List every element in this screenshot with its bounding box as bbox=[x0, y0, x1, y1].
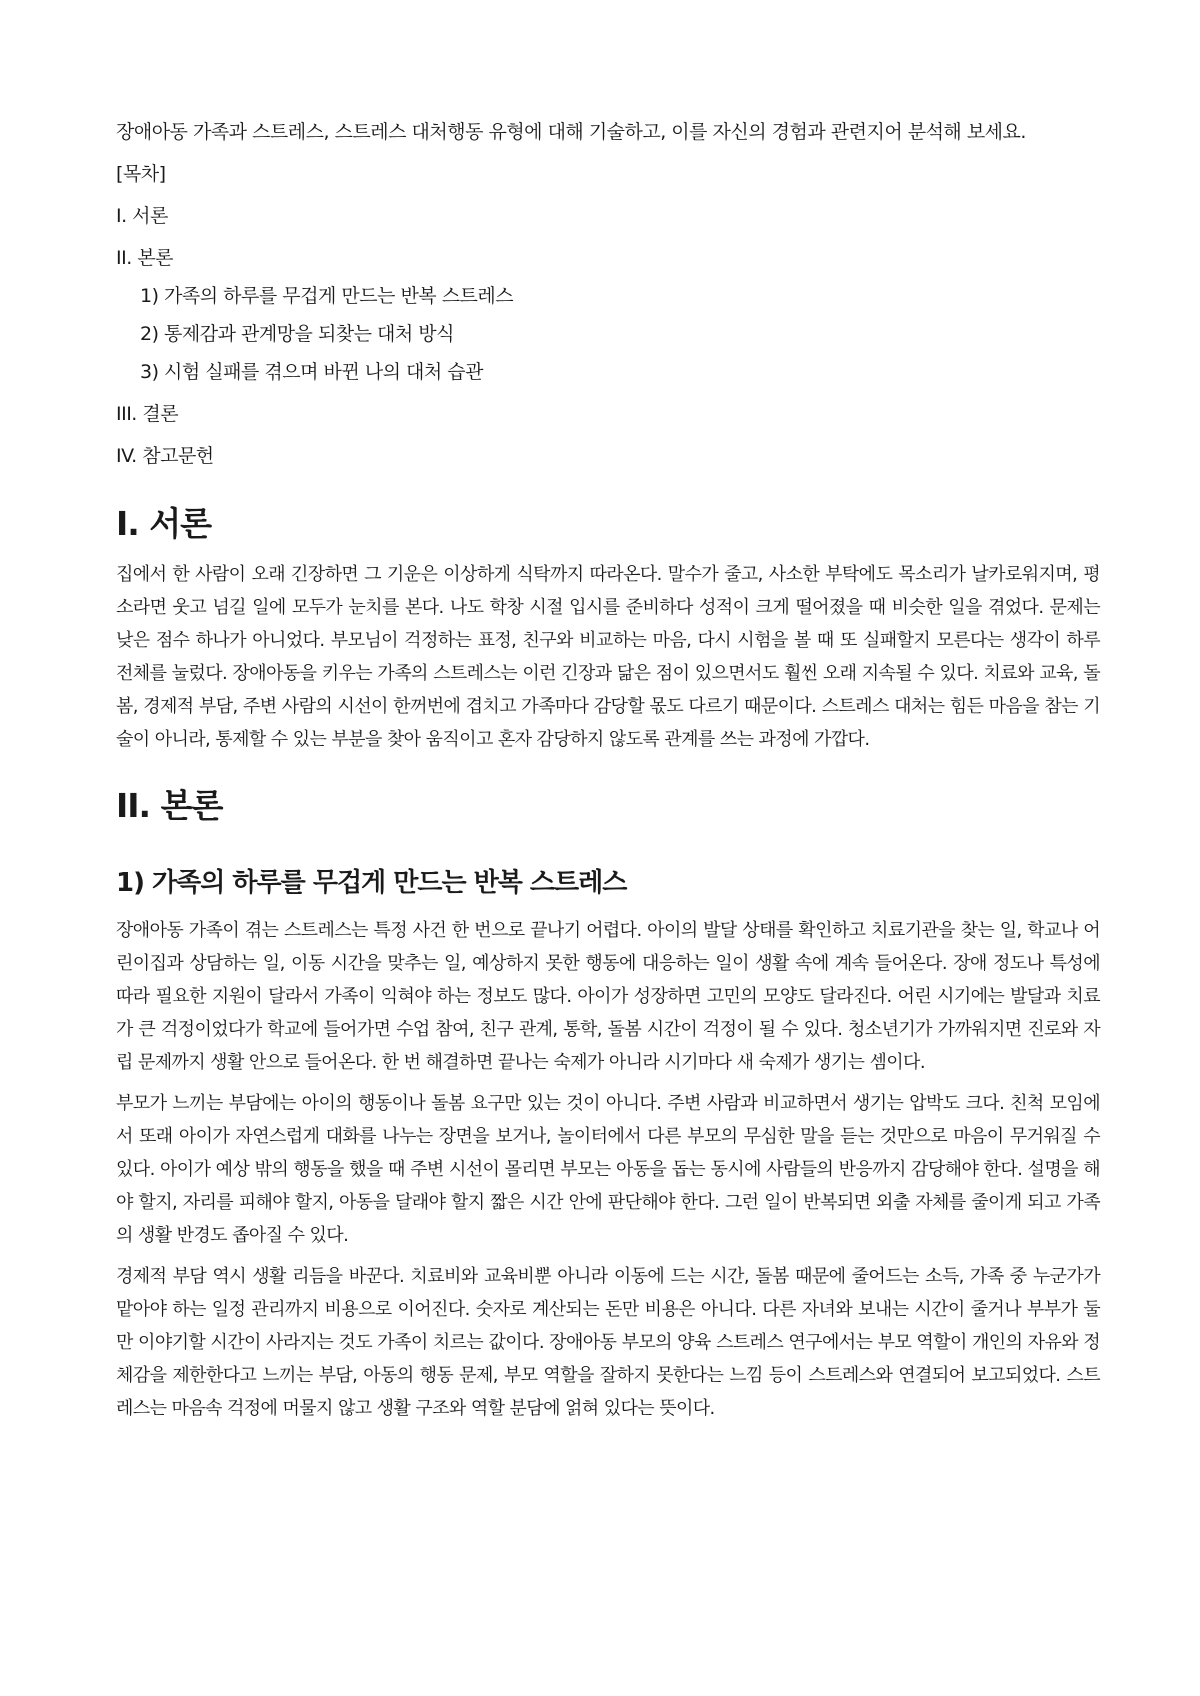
toc-heading: [목차] bbox=[116, 163, 166, 185]
body-paragraph: 부모가 느끼는 부담에는 아이의 행동이나 돌봄 요구만 있는 것이 아니다. 주변 사람과 비교하면서 생기는 압박도 크다. 친척 모임에서 또래 아이가 자연스럽게 대화를 나누는 장면을 보거나, 놀이터에서 다른 부모의 무심한 말을 듣는 것만으로 마음이 무거워질 수 있다. 아이가 예상 밖의 행동을 했을 때 주변 시선이 몰리면 부모는 아동을 돕는 동시에 사람들의 반응까지 감당해야 한다. 설명을 해야 할지, 자리를 피해야 할지, 아동을 달래야 할지 짧은 시간 안에 판단해야 한다. 그런 일이 반복되면 외출 자체를 줄이게 되고 가족의 생활 반경도 좁아질 수 있다. bbox=[116, 1093, 1100, 1246]
table-of-contents bbox=[116, 160, 1100, 470]
assignment-prompt: 장애아동 가족과 스트레스, 스트레스 대처행동 유형에 대해 기술하고, 이를 자신의 경험과 관련지어 분석해 보세요. bbox=[116, 121, 1026, 143]
intro-heading: I. 서론 bbox=[116, 504, 212, 543]
toc-item-conclusion: III. 결론 bbox=[116, 403, 179, 425]
body-paragraph: 경제적 부담 역시 생활 리듬을 바꾼다. 치료비와 교육비뿐 아니라 이동에 드는 시간, 돌봄 때문에 줄어드는 소득, 가족 중 누군가가 맡아야 하는 일정 관리까지 비용으로 이어진다. 숫자로 계산되는 돈만 비용은 아니다. 다른 자녀와 보내는 시간이 줄거나 부부가 둘만 이야기할 시간이 사라지는 것도 가족이 치르는 값이다. 장애아동 부모의 양육 스트레스 연구에서는 부모 역할이 개인의 자유와 정체감을 제한한다고 느끼는 부담, 아동의 행동 문제, 부모 역할을 잘하지 못한다는 느낌 등이 스트레스와 연결되어 보고되었다. 스트레스는 마음속 걱정에 머물지 않고 생활 구조와 역할 분담에 얽혀 있다는 뜻이다. bbox=[116, 1266, 1100, 1419]
toc-item-body: II. 본론 bbox=[116, 247, 173, 269]
toc-item-body-2: 2) 통제감과 관계망을 되찾는 대처 방식 bbox=[140, 323, 455, 345]
toc-item-body-1: 1) 가족의 하루를 무겁게 만드는 반복 스트레스 bbox=[140, 285, 514, 307]
intro-paragraph: 집에서 한 사람이 오래 긴장하면 그 기운은 이상하게 식탁까지 따라온다. 말수가 줄고, 사소한 부탁에도 목소리가 날카로워지며, 평소라면 웃고 넘길 일에 모두가 눈치를 본다. 나도 학창 시절 입시를 준비하다 성적이 크게 떨어졌을 때 비슷한 일을 겪었다. 문제는 낮은 점수 하나가 아니었다. 부모님이 걱정하는 표정, 친구와 비교하는 마음, 다시 시험을 볼 때 또 실패할지 모른다는 생각이 하루 전체를 눌렀다. 장애아동을 키우는 가족의 스트레스는 이런 긴장과 닮은 점이 있으면서도 훨씬 오래 지속될 수 있다. 치료와 교육, 돌봄, 경제적 부담, 주변 사람의 시선이 한꺼번에 겹치고 가족마다 감당할 몫도 다르기 때문이다. 스트레스 대처는 힘든 마음을 참는 기술이 아니라, 통제할 수 있는 부분을 찾아 움직이고 혼자 감당하지 않도록 관계를 쓰는 과정에 가깝다. bbox=[116, 564, 1100, 750]
toc-item-references: IV. 참고문헌 bbox=[116, 445, 214, 467]
body-subsection-1-heading: 1) 가족의 하루를 무겁게 만드는 반복 스트레스 bbox=[116, 868, 627, 898]
toc-item-body-3: 3) 시험 실패를 겪으며 바뀐 나의 대처 습관 bbox=[140, 361, 483, 383]
body-paragraph: 장애아동 가족이 겪는 스트레스는 특정 사건 한 번으로 끝나기 어렵다. 아이의 발달 상태를 확인하고 치료기관을 찾는 일, 학교나 어린이집과 상담하는 일, 이동 시간을 맞추는 일, 예상하지 못한 행동에 대응하는 일이 생활 속에 계속 들어온다. 장애 정도나 특성에 따라 필요한 지원이 달라서 가족이 익혀야 하는 정보도 많다. 아이가 성장하면 고민의 모양도 달라진다. 어린 시기에는 발달과 치료가 큰 걱정이었다가 학교에 들어가면 수업 참여, 친구 관계, 통학, 돌봄 시간이 걱정이 될 수 있다. 청소년기가 가까워지면 진로와 자립 문제까지 생활 안으로 들어온다. 한 번 해결하면 끝나는 숙제가 아니라 시기마다 새 숙제가 생기는 셈이다. bbox=[116, 920, 1100, 1073]
toc-item-intro: I. 서론 bbox=[116, 205, 168, 227]
body-heading: II. 본론 bbox=[116, 786, 223, 825]
document-page bbox=[116, 118, 1100, 1433]
